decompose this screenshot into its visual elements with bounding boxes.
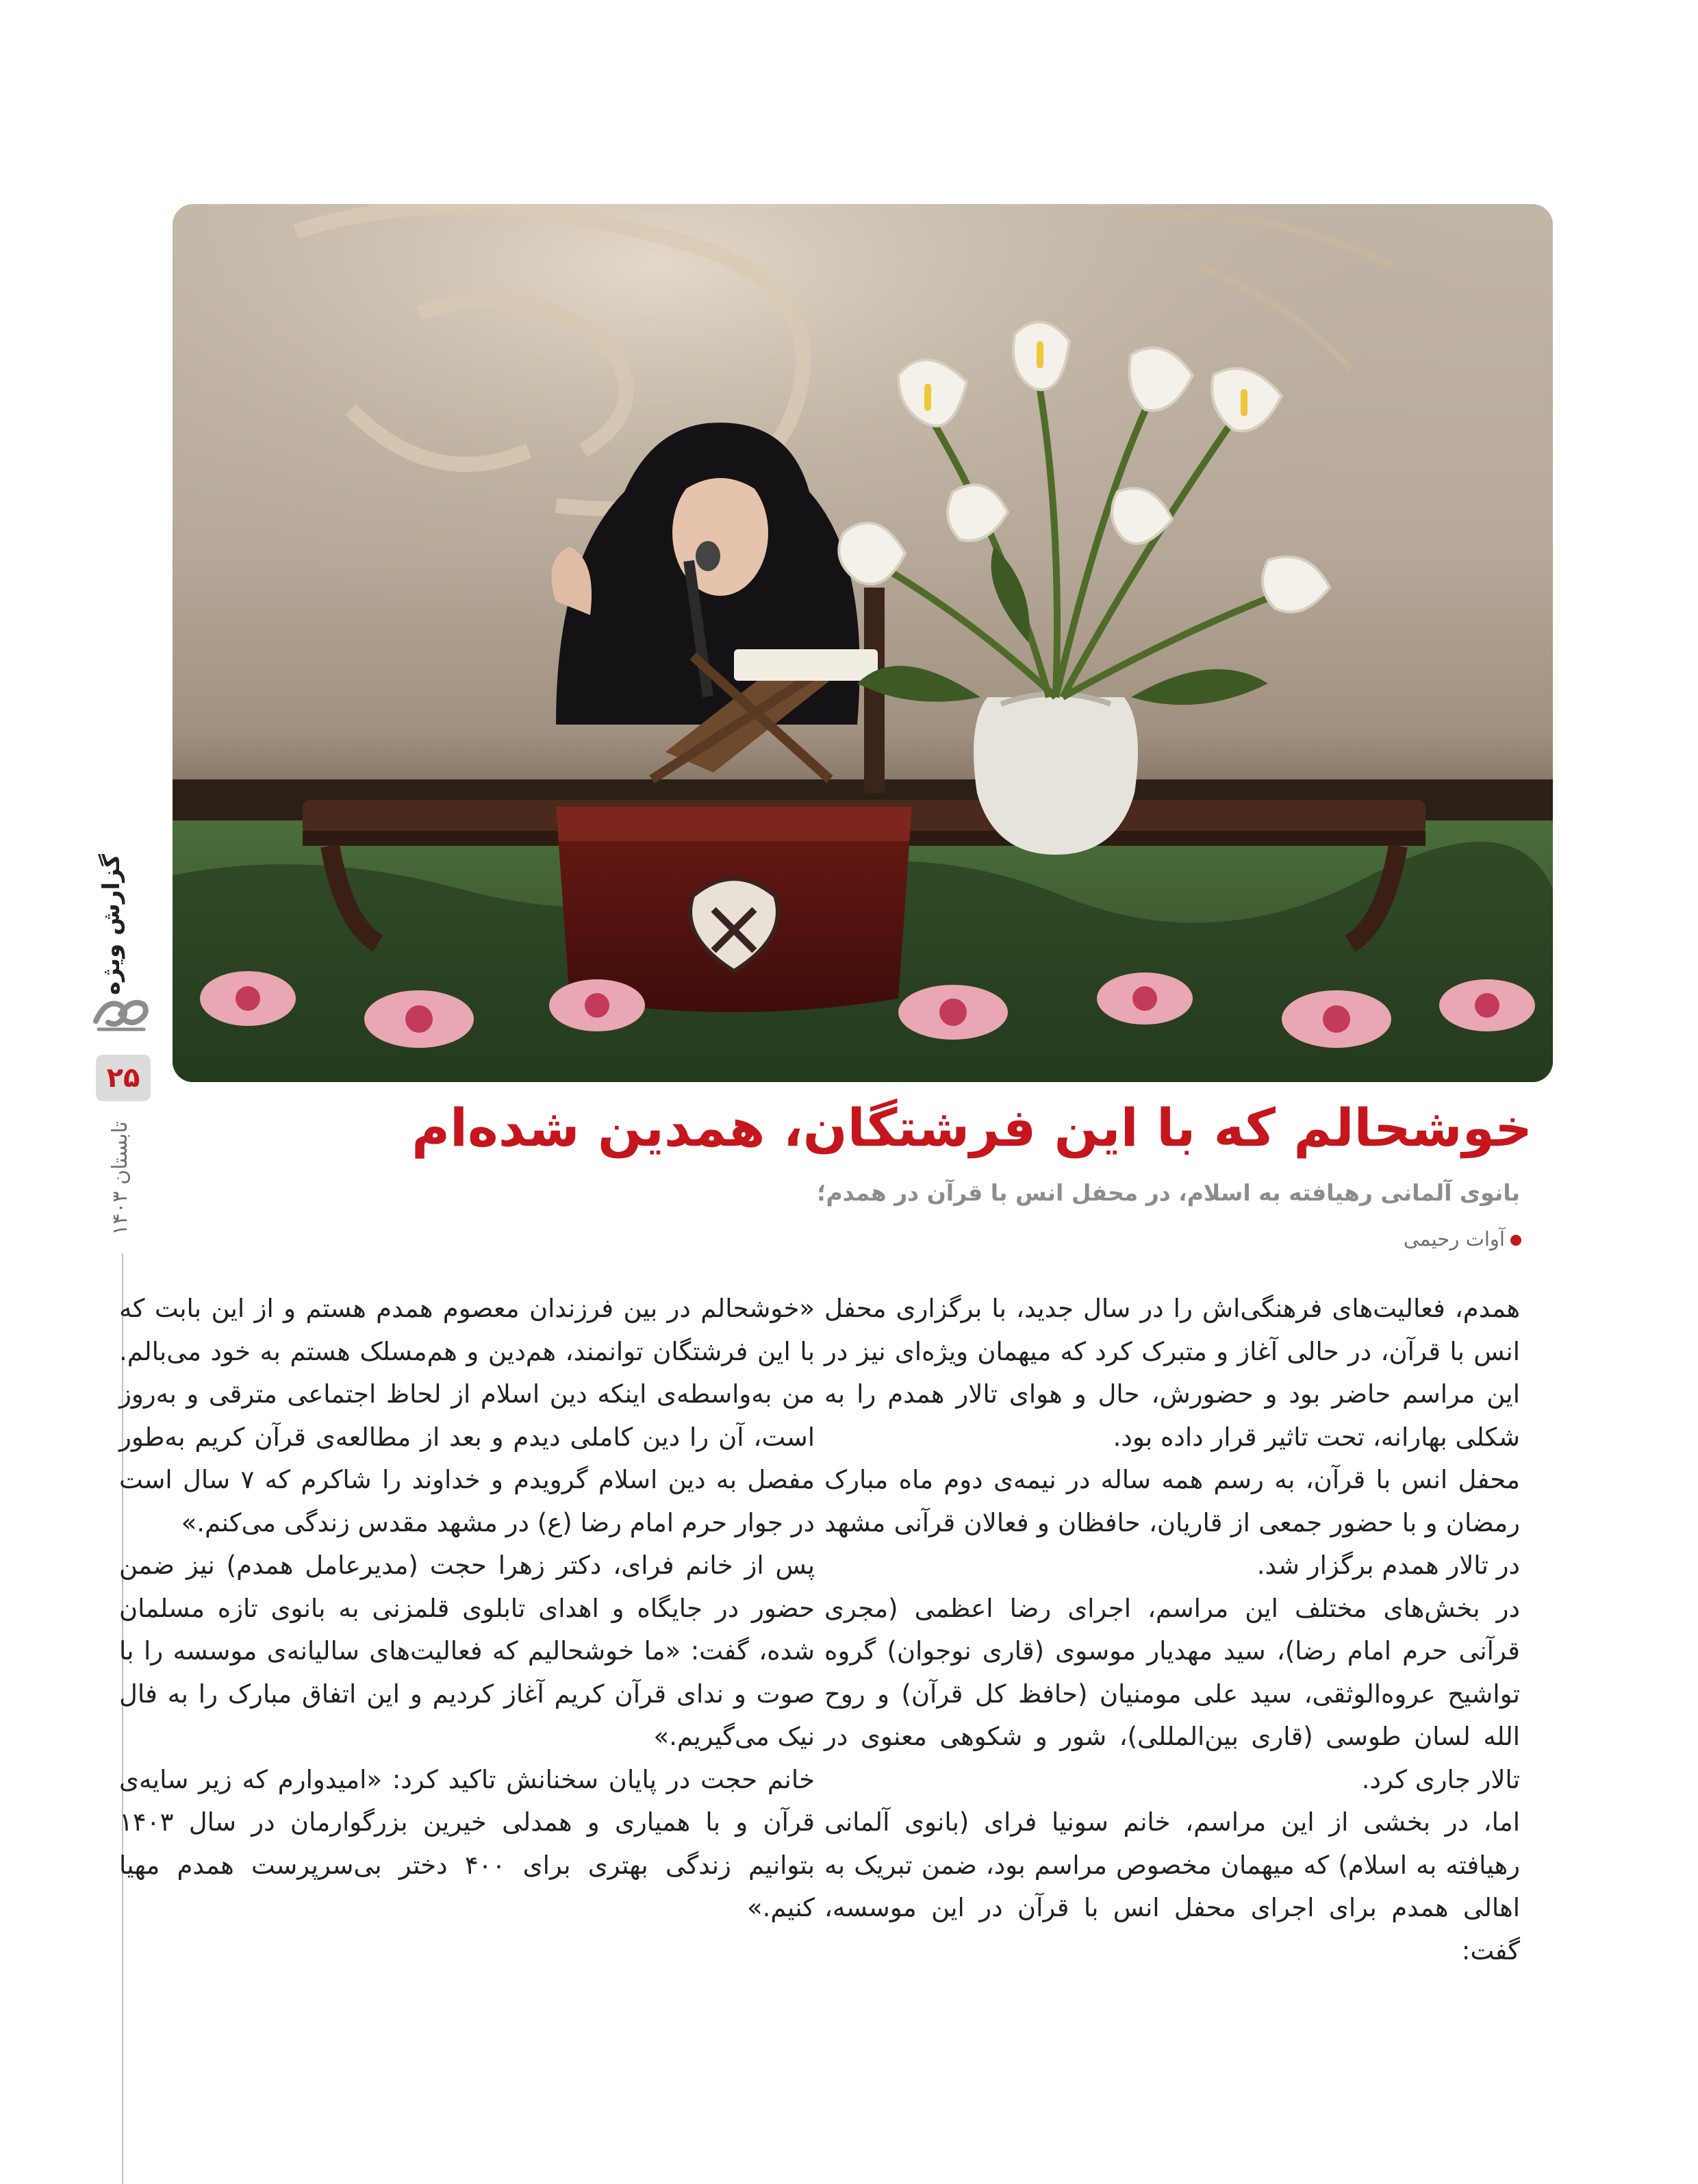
section-label: گزارش ویژه [98,853,125,996]
author-name: آوات رحیمی [1403,1227,1505,1251]
body-column-right [824,1288,1520,1972]
paragraph: همدم، فعالیت‌های فرهنگی‌اش را در سال جدید، با برگزاری محفل انس با قرآن، در حالی آغاز و متبرک کرد که میهمان ویژه‌ای نیز در این مراسم حاضر بود و حضورش، حال و هوای تالار همدم را به شکلی بهارانه، تحت تاثیر قرار داده بود. [824,1294,1520,1452]
hamdam-logo-icon [89,990,151,1038]
paragraph: اما، در بخشی از این مراسم، خانم سونیا فرای (بانوی آلمانی رهیافته به اسلام) که میهمان مخصوص مراسم بود، ضمن تبریک به اهالی همدم برای اجرای محفل انس با قرآن در این موسسه، گفت: [824,1807,1520,1966]
paragraph: در بخش‌های مختلف این مراسم، اجرای رضا اعظمی (مجری قرآنی حرم امام رضا)، سید مهدیار موسوی (قاری نوجوان) گروه تواشیح عروه‌الوثقی، سید علی مومنیان (حافظ کل قرآن) و روح الله لسان طوسی (قاری بین‌المللی)، شور و شکوهی معنوی در تالار جاری کرد. [824,1593,1520,1794]
article-subtitle: بانوی آلمانی رهیافته به اسلام، در محفل انس با قرآن در همدم؛ [817,1179,1520,1206]
body-column-left [119,1288,815,1930]
paragraph: محفل انس با قرآن، به رسم همه ساله در نیمه‌ی دوم ماه مبارک رمضان و با حضور جمعی از قاریان، حافظان و فعالان قرآنی مشهد در تالار همدم برگزار شد. [824,1465,1520,1580]
bullet-icon [1510,1235,1521,1246]
article-title: خوشحالم که با این فرشتگان، همدین شده‌ام [411,1097,1532,1158]
page-number: ۲۵ [96,1055,151,1101]
issue-date: تابستان ۱۴۰۳ [107,1120,132,1235]
speaker-at-podium-photo [173,204,1553,1082]
paragraph: پس از خانم فرای، دکتر زهرا حجت (مدیرعامل همدم) نیز ضمن حضور در جایگاه و اهدای تابلوی قلمزنی به بانوی تازه مسلمان شده، گفت: «ما خوشحالیم که فعالیت‌های سالیانه‌ی موسسه را با صوت و ندای قرآن کریم آغاز کردیم و این اتفاق مبارک را به فال نیک می‌گیریم.» [119,1551,815,1751]
author-byline [1111,1227,1521,1251]
paragraph: خانم حجت در پایان سخنانش تاکید کرد: «امیدوارم که زیر سایه‌ی قرآن و با همیاری و همدلی خیرین بزرگوارمان در سال ۱۴۰۳ بتوانیم زندگی بهتری برای ۴۰۰ دختر بی‌سرپرست همدم مهیا کنیم.» [119,1764,815,1922]
paragraph: «خوشحالم در بین فرزندان معصوم همدم هستم و از این بابت که با این فرشتگان توانمند، هم‌دین و هم‌مسلک هستم به خود می‌بالم. من به‌واسطه‌ی اینکه دین اسلام از لحاظ اجتماعی مترقی و به‌روز است، آن را دین کاملی دیدم و بعد از مطالعه‌ی قرآن کریم به‌طور مفصل به دین اسلام گرویدم و خداوند را شاکرم که ۷ سال است در جوار حرم امام رضا (ع) در مشهد مقدس زندگی می‌کنم.» [119,1294,815,1537]
article-photo [173,204,1553,1082]
